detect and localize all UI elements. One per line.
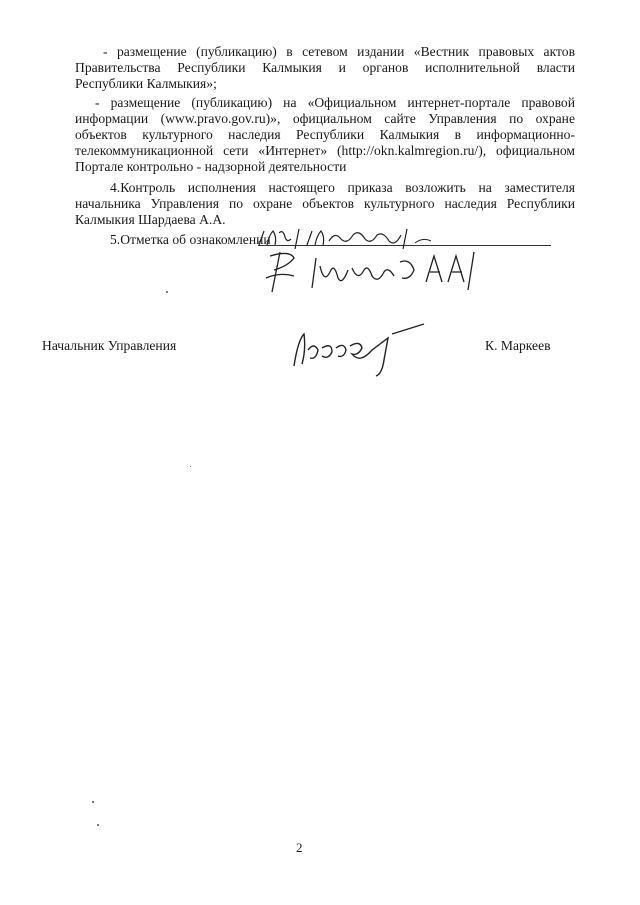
head-signature bbox=[288, 320, 438, 380]
text-line: информации (www.pravo.gov.ru)», официальном сайте Управления по охране bbox=[75, 111, 575, 126]
paragraph-publication-portal bbox=[75, 95, 575, 175]
text-line: начальника Управления по охране объектов культурного наследия Республики bbox=[75, 196, 575, 211]
paragraph-publication-bulletin bbox=[75, 44, 575, 92]
page-number: 2 bbox=[296, 840, 303, 855]
text-line: 4.Контроль исполнения настоящего приказа возложить на заместителя bbox=[110, 180, 575, 195]
text-line: - размещение (публикацию) в сетевом издании «Вестник правовых актов bbox=[103, 44, 575, 59]
scan-speck bbox=[92, 801, 94, 803]
acknowledgement-signature-2 bbox=[260, 248, 500, 298]
scan-speck bbox=[166, 291, 168, 293]
paragraph-control bbox=[75, 180, 575, 228]
signatory-role: Начальник Управления bbox=[42, 338, 177, 353]
text-line: Республики Калмыкия»; bbox=[75, 76, 217, 91]
text-line: Портале контрольно - надзорной деятельности bbox=[75, 159, 347, 174]
text-line: объектов культурного наследия Республики Калмыкия в информационно- bbox=[75, 127, 575, 142]
acknowledgement-label: 5.Отметка об ознакомлении bbox=[110, 232, 271, 247]
text-line: - размещение (публикацию) на «Официальном интернет-портале правовой bbox=[95, 95, 575, 110]
text-line: Калмыкия Шардаева А.А. bbox=[75, 212, 226, 227]
signatory-name: К. Маркеев bbox=[485, 338, 551, 353]
scan-speck bbox=[190, 466, 191, 467]
scan-speck bbox=[97, 824, 99, 826]
text-line: телекоммуникационной сети «Интернет» (http://okn.kalmregion.ru/), официальном bbox=[75, 143, 575, 158]
text-line: Правительства Республики Калмыкия и органов исполнительной власти bbox=[75, 60, 575, 75]
